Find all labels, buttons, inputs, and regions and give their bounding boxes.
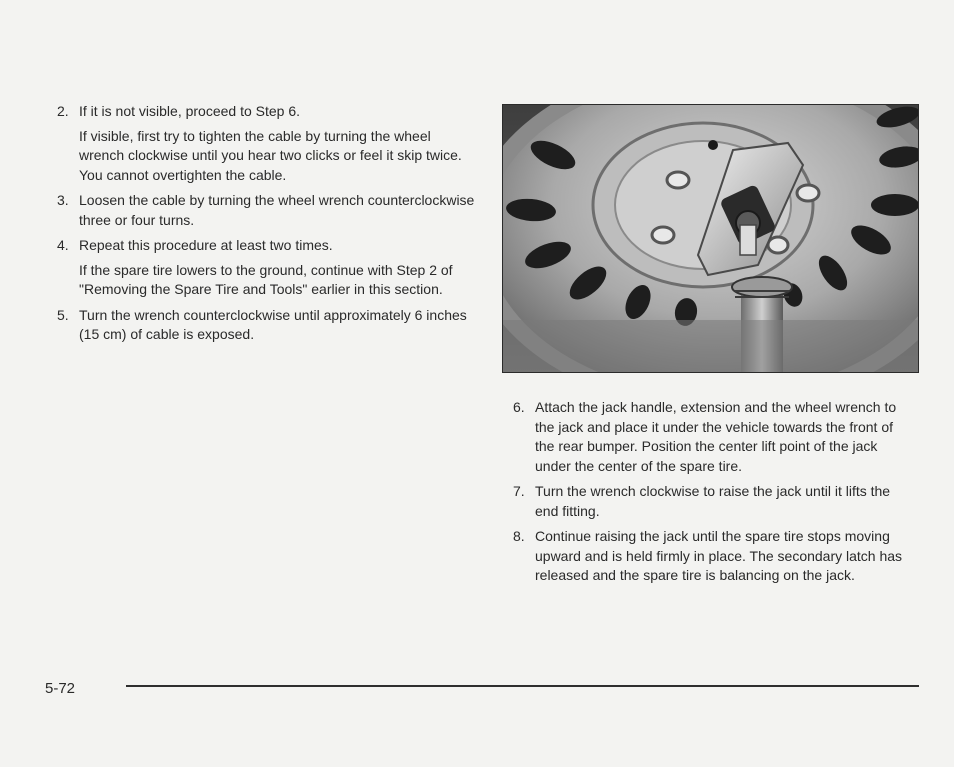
step-5: [57, 306, 477, 345]
step-3: [57, 191, 477, 230]
page-number: 5-72: [45, 680, 76, 697]
step-2: [57, 102, 477, 185]
left-column: [57, 102, 477, 351]
step-text: Turn the wrench counterclockwise until approximately 6 inches (15 cm) of cable is exposed.: [79, 306, 467, 342]
spare-tire-jack-photo: [502, 104, 919, 373]
step-8: [513, 527, 913, 586]
step-number: 2.: [57, 103, 69, 119]
step-text: Repeat this procedure at least two times.: [79, 237, 333, 253]
footer-rule: [126, 685, 919, 687]
step-number: 8.: [513, 528, 525, 544]
step-number: 3.: [57, 192, 69, 208]
step-subtext: If the spare tire lowers to the ground, continue with Step 2 of "Removing the Spare Tire and Tools" earlier in this section.: [79, 261, 453, 297]
step-number: 4.: [57, 237, 69, 253]
step-text: Turn the wrench clockwise to raise the jack until it lifts the end fitting.: [535, 483, 891, 519]
step-text: Continue raising the jack until the spare tire stops moving upward and is held firmly in place. The secondary latch has released and the spare tire is balancing on the jack.: [535, 528, 903, 583]
step-6: [513, 398, 913, 476]
step-4: [57, 236, 477, 300]
step-text: Loosen the cable by turning the wheel wrench counterclockwise three or four turns.: [79, 192, 475, 228]
step-number: 6.: [513, 399, 525, 415]
step-text: If it is not visible, proceed to Step 6.: [79, 103, 301, 119]
step-text: Attach the jack handle, extension and the wheel wrench to the jack and place it under the vehicle towards the front of the rear bumper. Position the center lift point of the jack under the center of the spare tire.: [535, 399, 897, 474]
spare-tire-jack-icon: [503, 105, 918, 372]
step-7: [513, 482, 913, 521]
step-subtext: If visible, first try to tighten the cable by turning the wheel wrench clockwise until you hear two clicks or feel it skip twice. You cannot overtighten the cable.: [79, 127, 462, 183]
step-number: 7.: [513, 483, 525, 499]
step-number: 5.: [57, 306, 69, 323]
right-column: [513, 398, 913, 592]
